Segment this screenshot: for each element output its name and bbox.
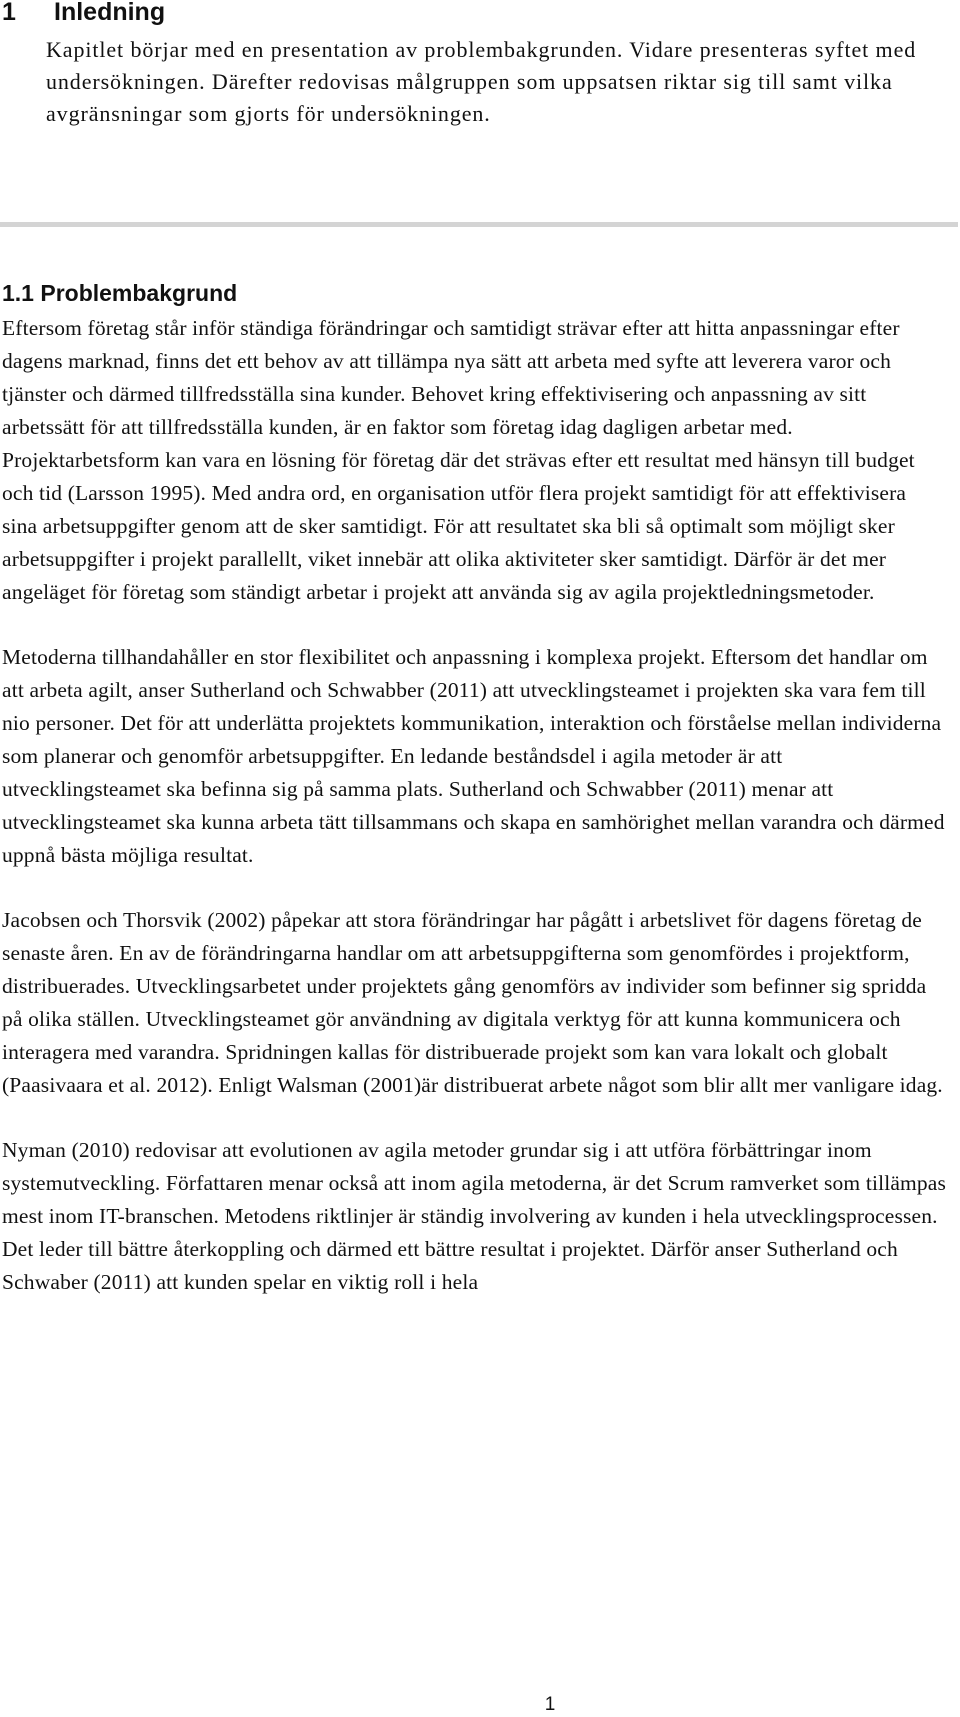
section-body bbox=[2, 312, 946, 1331]
section-divider bbox=[0, 222, 958, 227]
chapter-intro: Kapitlet börjar med en presentation av problembakgrunden. Vidare presenteras syftet med undersökningen. Därefter redovisas målgruppen som uppsatsen riktar sig till samt vilka avgränsningar som gjorts för undersökningen. bbox=[46, 37, 917, 126]
paragraph-2: Metoderna tillhandahåller en stor flexibilitet och anpassning i komplexa projekt. Eftersom det handlar om att arbeta agilt, anser Sutherland och Schwabber (2011) att utvecklingsteamet i projekten ska vara fem till nio personer. Det för att underlätta projektets kommunikation, interaktion och förståelse mellan individerna som planerar och genomför arbetsuppgifter. En ledande beståndsdel i agila metoder är att utvecklingsteamet ska befinna sig på samma plats. Sutherland och Schwabber (2011) menar att utvecklingsteamet ska kunna arbeta tätt tillsammans och skapa en samhörighet mellan varandra och därmed uppnå bästa möjliga resultat. bbox=[2, 645, 945, 867]
section-heading: 1.1 Problembakgrund bbox=[2, 280, 238, 306]
chapter-number: 1 bbox=[2, 0, 16, 26]
page-number: 1 bbox=[544, 1694, 556, 1715]
paragraph-3: Jacobsen och Thorsvik (2002) påpekar att stora förändringar har pågått i arbetslivet för dagens företag de senaste åren. En av de förändringarna handlar om att arbetsuppgifterna som genomfördes i projektform, distribuerades. Utvecklingsarbetet under projektets gång genomförs av individer som befinner sig spridda på olika ställen. Utvecklingsteamet gör användning av digitala verktyg för att kunna kommunicera och interagera med varandra. Spridningen kallas för distribuerade projekt som kan vara lokalt och globalt (Paasivaara et al. 2012). Enligt Walsman (2001)är distribuerat arbete något som blir allt mer vanligare idag. bbox=[2, 908, 943, 1097]
paragraph-1: Eftersom företag står inför ständiga förändringar och samtidigt strävar efter att hitta anpassningar efter dagens marknad, finns det ett behov av att tillämpa nya sätt att arbeta med syfte att leverera varor och tjänster och därmed tillfredsställa sina kunder. Behovet kring effektivisering och anpassning av sitt arbetssätt för att tillfredsställa kunden, är en faktor som företag idag dagligen arbetar med. Projektarbetsform kan vara en lösning för företag där det strävas efter ett resultat med hänsyn till budget och tid (Larsson 1995). Med andra ord, en organisation utför flera projekt samtidigt för att effektivisera sina arbetsuppgifter genom att de sker samtidigt. För att resultatet ska bli så optimalt som möjligt sker arbetsuppgifter i projekt parallellt, viket innebär att olika aktiviteter sker samtidigt. Därför är det mer angeläget för företag som ständigt arbetar i projekt att använda sig av agila projektledningsmetoder. bbox=[2, 316, 915, 604]
chapter-heading bbox=[2, 0, 165, 28]
chapter-title: Inledning bbox=[54, 0, 166, 26]
paragraph-4: Nyman (2010) redovisar att evolutionen av agila metoder grundar sig i att utföra förbättringar inom systemutveckling. Författaren menar också att inom agila metoderna, är det Scrum ramverket som tillämpas mest inom IT-branschen. Metodens riktlinjer är ständig involvering av kunden i hela utvecklingsprocessen. Det leder till bättre återkoppling och därmed ett bättre resultat i projektet. Därför anser Sutherland och Schwaber (2011) att kunden spelar en viktig roll i hela bbox=[2, 1138, 946, 1294]
